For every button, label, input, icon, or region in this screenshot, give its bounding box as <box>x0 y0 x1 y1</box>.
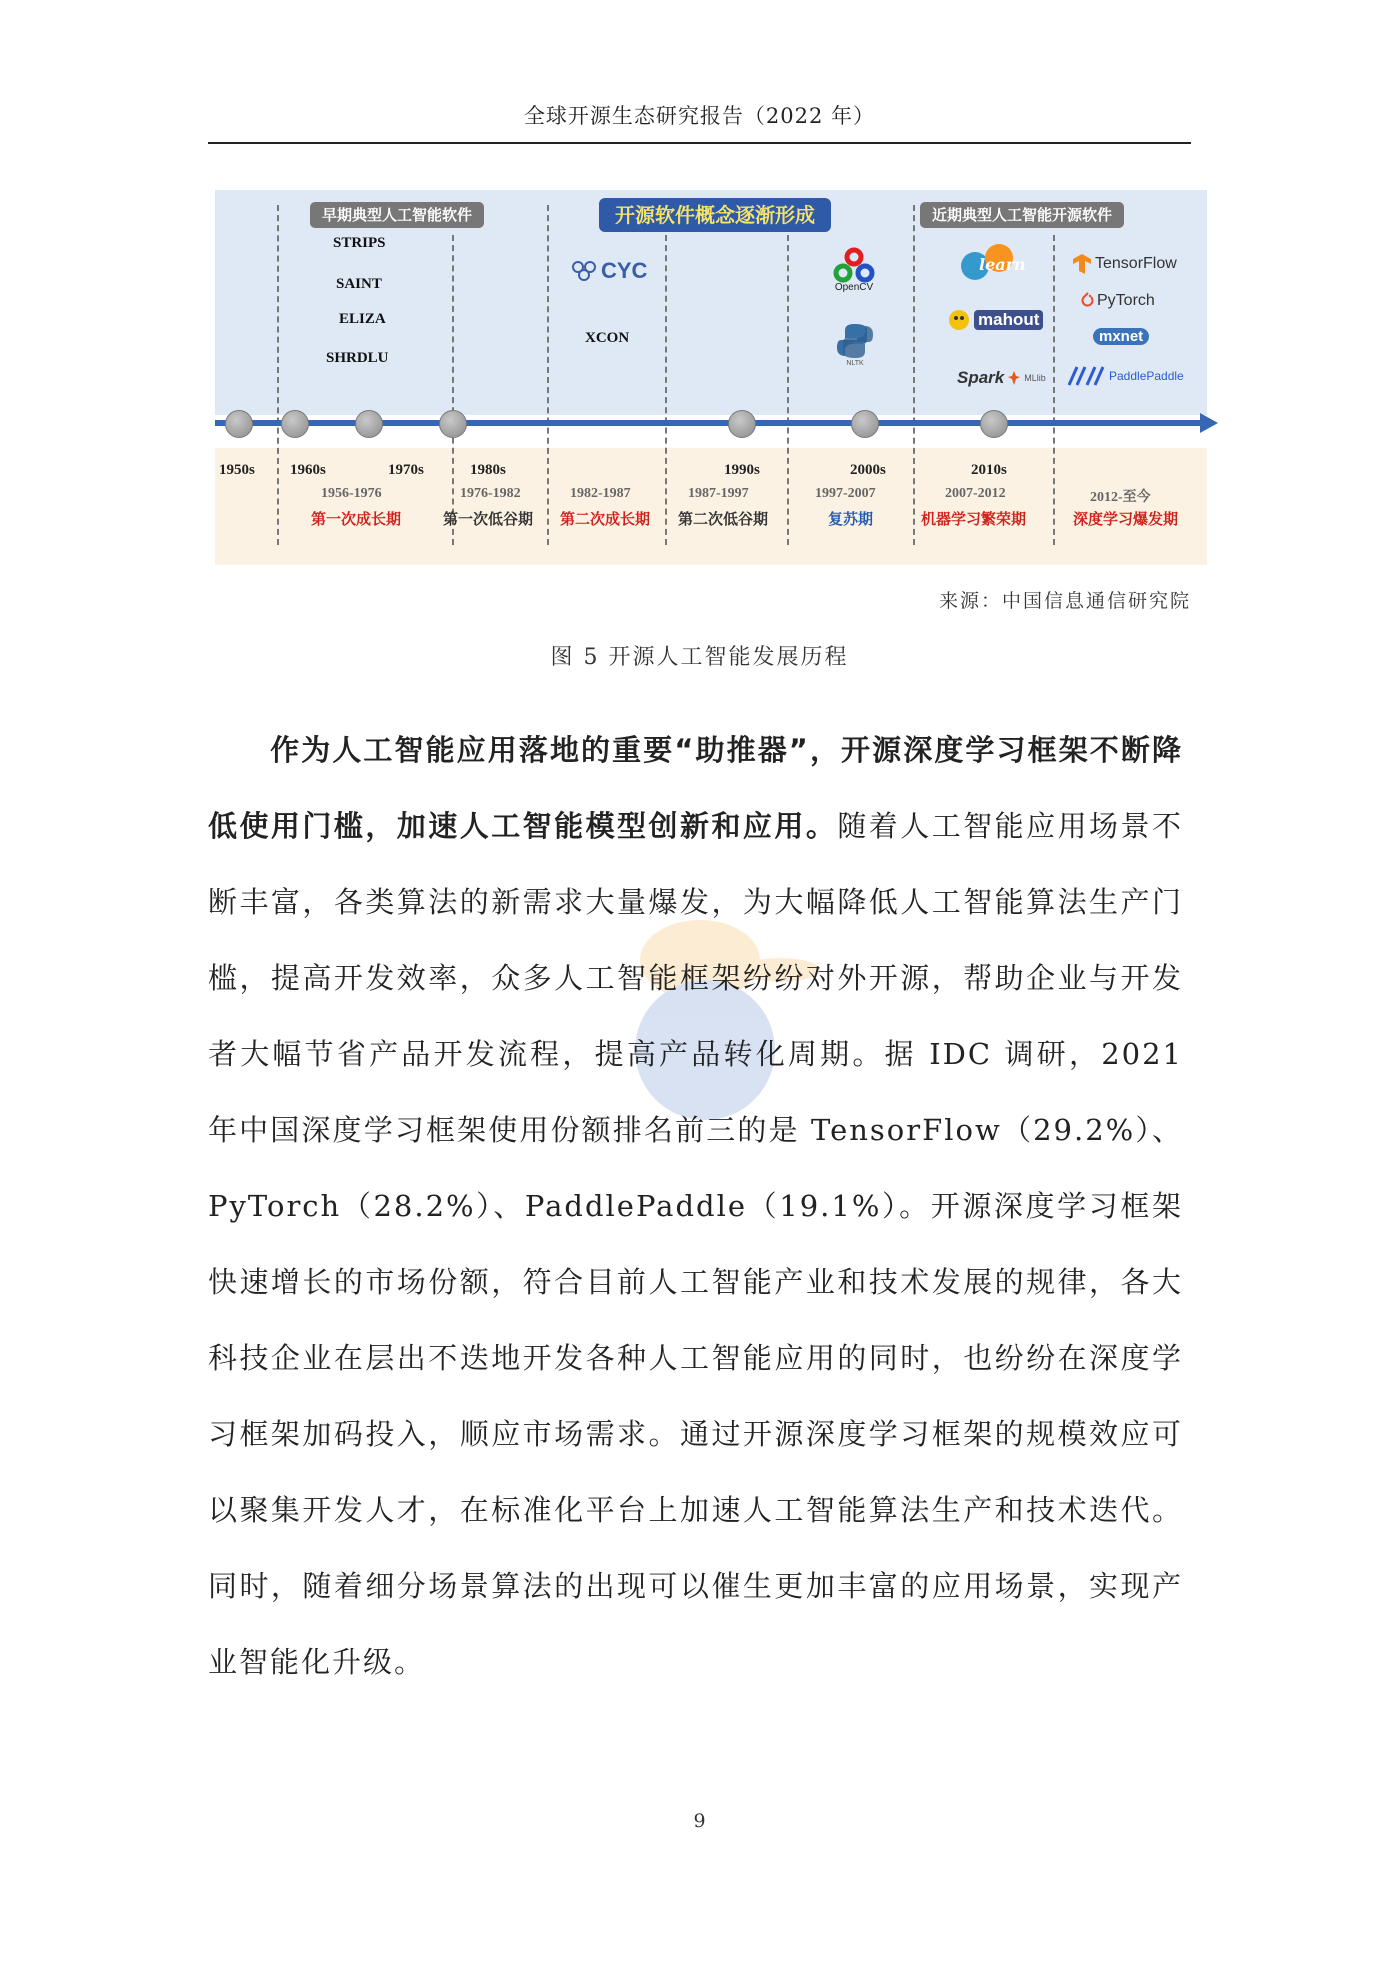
decade-label: 2010s <box>971 462 1007 478</box>
timeline-node <box>728 410 756 438</box>
phase-tag-early: 早期典型人工智能软件 <box>310 202 484 228</box>
decade-label: 1990s <box>724 462 760 478</box>
ai-timeline-figure <box>215 190 1207 565</box>
period-range: 1976-1982 <box>460 486 521 501</box>
period-label: 第一次成长期 <box>311 510 402 528</box>
logo-pytorch: PyTorch <box>1081 292 1155 310</box>
period-divider <box>665 235 667 545</box>
software-eliza: ELIZA <box>339 311 386 327</box>
logo-nltk: NLTK <box>835 322 875 367</box>
period-divider <box>787 235 789 545</box>
period-divider <box>913 205 915 545</box>
logo-spark-mllib: Spark MLlib <box>957 368 1046 387</box>
period-label: 第二次低谷期 <box>678 510 769 528</box>
software-saint: SAINT <box>336 276 382 292</box>
scikit-learn-icon <box>955 242 1026 282</box>
timeline-node <box>281 410 309 438</box>
decade-label: 1950s <box>219 462 255 478</box>
mahout-icon <box>948 308 970 332</box>
period-range: 2012-至今 <box>1090 490 1151 505</box>
period-divider <box>1053 235 1055 545</box>
pytorch-icon <box>1081 293 1093 309</box>
timeline-node <box>355 410 383 438</box>
timeline-node <box>225 410 253 438</box>
svg-text:learn: learn <box>979 255 1026 274</box>
timeline-node <box>439 410 467 438</box>
period-range: 1956-1976 <box>321 486 382 501</box>
phase-tag-recent: 近期典型人工智能开源软件 <box>920 202 1124 228</box>
lead-sentence: 作为人工智能应用落地的重要“助推器”，开源深度学习框架不断降低使用门槛，加速人工智能模型创新和应用。 <box>208 733 1183 843</box>
logo-tensorflow: TensorFlow <box>1073 254 1177 274</box>
figure-caption: 图 5 开源人工智能发展历程 <box>550 645 849 670</box>
paragraph-text: 随着人工智能应用场景不断丰富，各类算法的新需求大量爆发，为大幅降低人工智能算法生产门槛，提高开发效率，众多人工智能框架纷纷对外开源，帮助企业与开发者大幅节省产品开发流程，提高产品转化周期。据 IDC 调研，2021 年中国深度学习框架使用份额排名前三的是 TensorFlow（29.2%）、PyTorch（28.2%）、PaddlePaddle（19.1%）。开源深度学习框架快速增长的市场份额，符合目前人工智能产业和技术发展的规律，各大科技企业在层出不迭地开发各种人工智能应用的同时，也纷纷在深度学习框架加码投入，顺应市场需求。通过开源深度学习框架的规模效应可以聚集开发人才，在标准化平台上加速人工智能算法生产和技术迭代。同时，随着细分场景算法的出现可以催生更加丰富的应用场景，实现产业智能化升级。 <box>208 809 1183 1679</box>
logo-scikit-learn <box>955 242 1026 282</box>
period-range: 1987-1997 <box>688 486 749 501</box>
logo-cyc: CYC <box>571 258 647 284</box>
timeline-lower-panel <box>215 448 1207 565</box>
logo-mahout: mahout <box>948 308 1043 332</box>
period-divider <box>277 205 279 545</box>
running-header: 全球开源生态研究报告（2022 年） <box>523 104 876 128</box>
logo-opencv: OpenCV <box>833 248 875 293</box>
software-strips: STRIPS <box>333 235 386 251</box>
page-number: 9 <box>693 1810 706 1832</box>
period-label: 机器学习繁荣期 <box>921 510 1027 528</box>
period-range: 1997-2007 <box>815 486 876 501</box>
period-range: 1982-1987 <box>570 486 631 501</box>
period-label: 复苏期 <box>828 510 874 528</box>
paddlepaddle-icon <box>1067 365 1105 387</box>
logo-mxnet: mxnet <box>1093 328 1149 345</box>
timeline-node <box>980 410 1008 438</box>
cyc-icon <box>571 260 597 282</box>
timeline-arrow-icon <box>1200 413 1218 433</box>
tensorflow-icon <box>1073 254 1091 274</box>
period-label: 第一次低谷期 <box>443 510 534 528</box>
period-range: 2007-2012 <box>945 486 1006 501</box>
python-icon <box>835 322 875 360</box>
star-icon <box>1008 371 1020 385</box>
header-rule <box>208 142 1191 144</box>
decade-label: 1960s <box>290 462 326 478</box>
decade-label: 1980s <box>470 462 506 478</box>
timeline-node <box>851 410 879 438</box>
body-paragraph <box>208 712 1183 1700</box>
figure-source: 来源：中国信息通信研究院 <box>938 590 1191 612</box>
logo-paddlepaddle: PaddlePaddle <box>1067 365 1184 387</box>
decade-label: 1970s <box>388 462 424 478</box>
decade-label: 2000s <box>850 462 886 478</box>
software-shrdlu: SHRDLU <box>326 350 389 366</box>
period-divider <box>547 205 549 545</box>
opencv-icon <box>833 248 875 282</box>
period-label: 深度学习爆发期 <box>1073 510 1179 528</box>
period-divider <box>452 235 454 545</box>
phase-tag-concept: 开源软件概念逐渐形成 <box>599 198 831 232</box>
software-xcon: XCON <box>585 330 630 346</box>
period-label: 第二次成长期 <box>560 510 651 528</box>
